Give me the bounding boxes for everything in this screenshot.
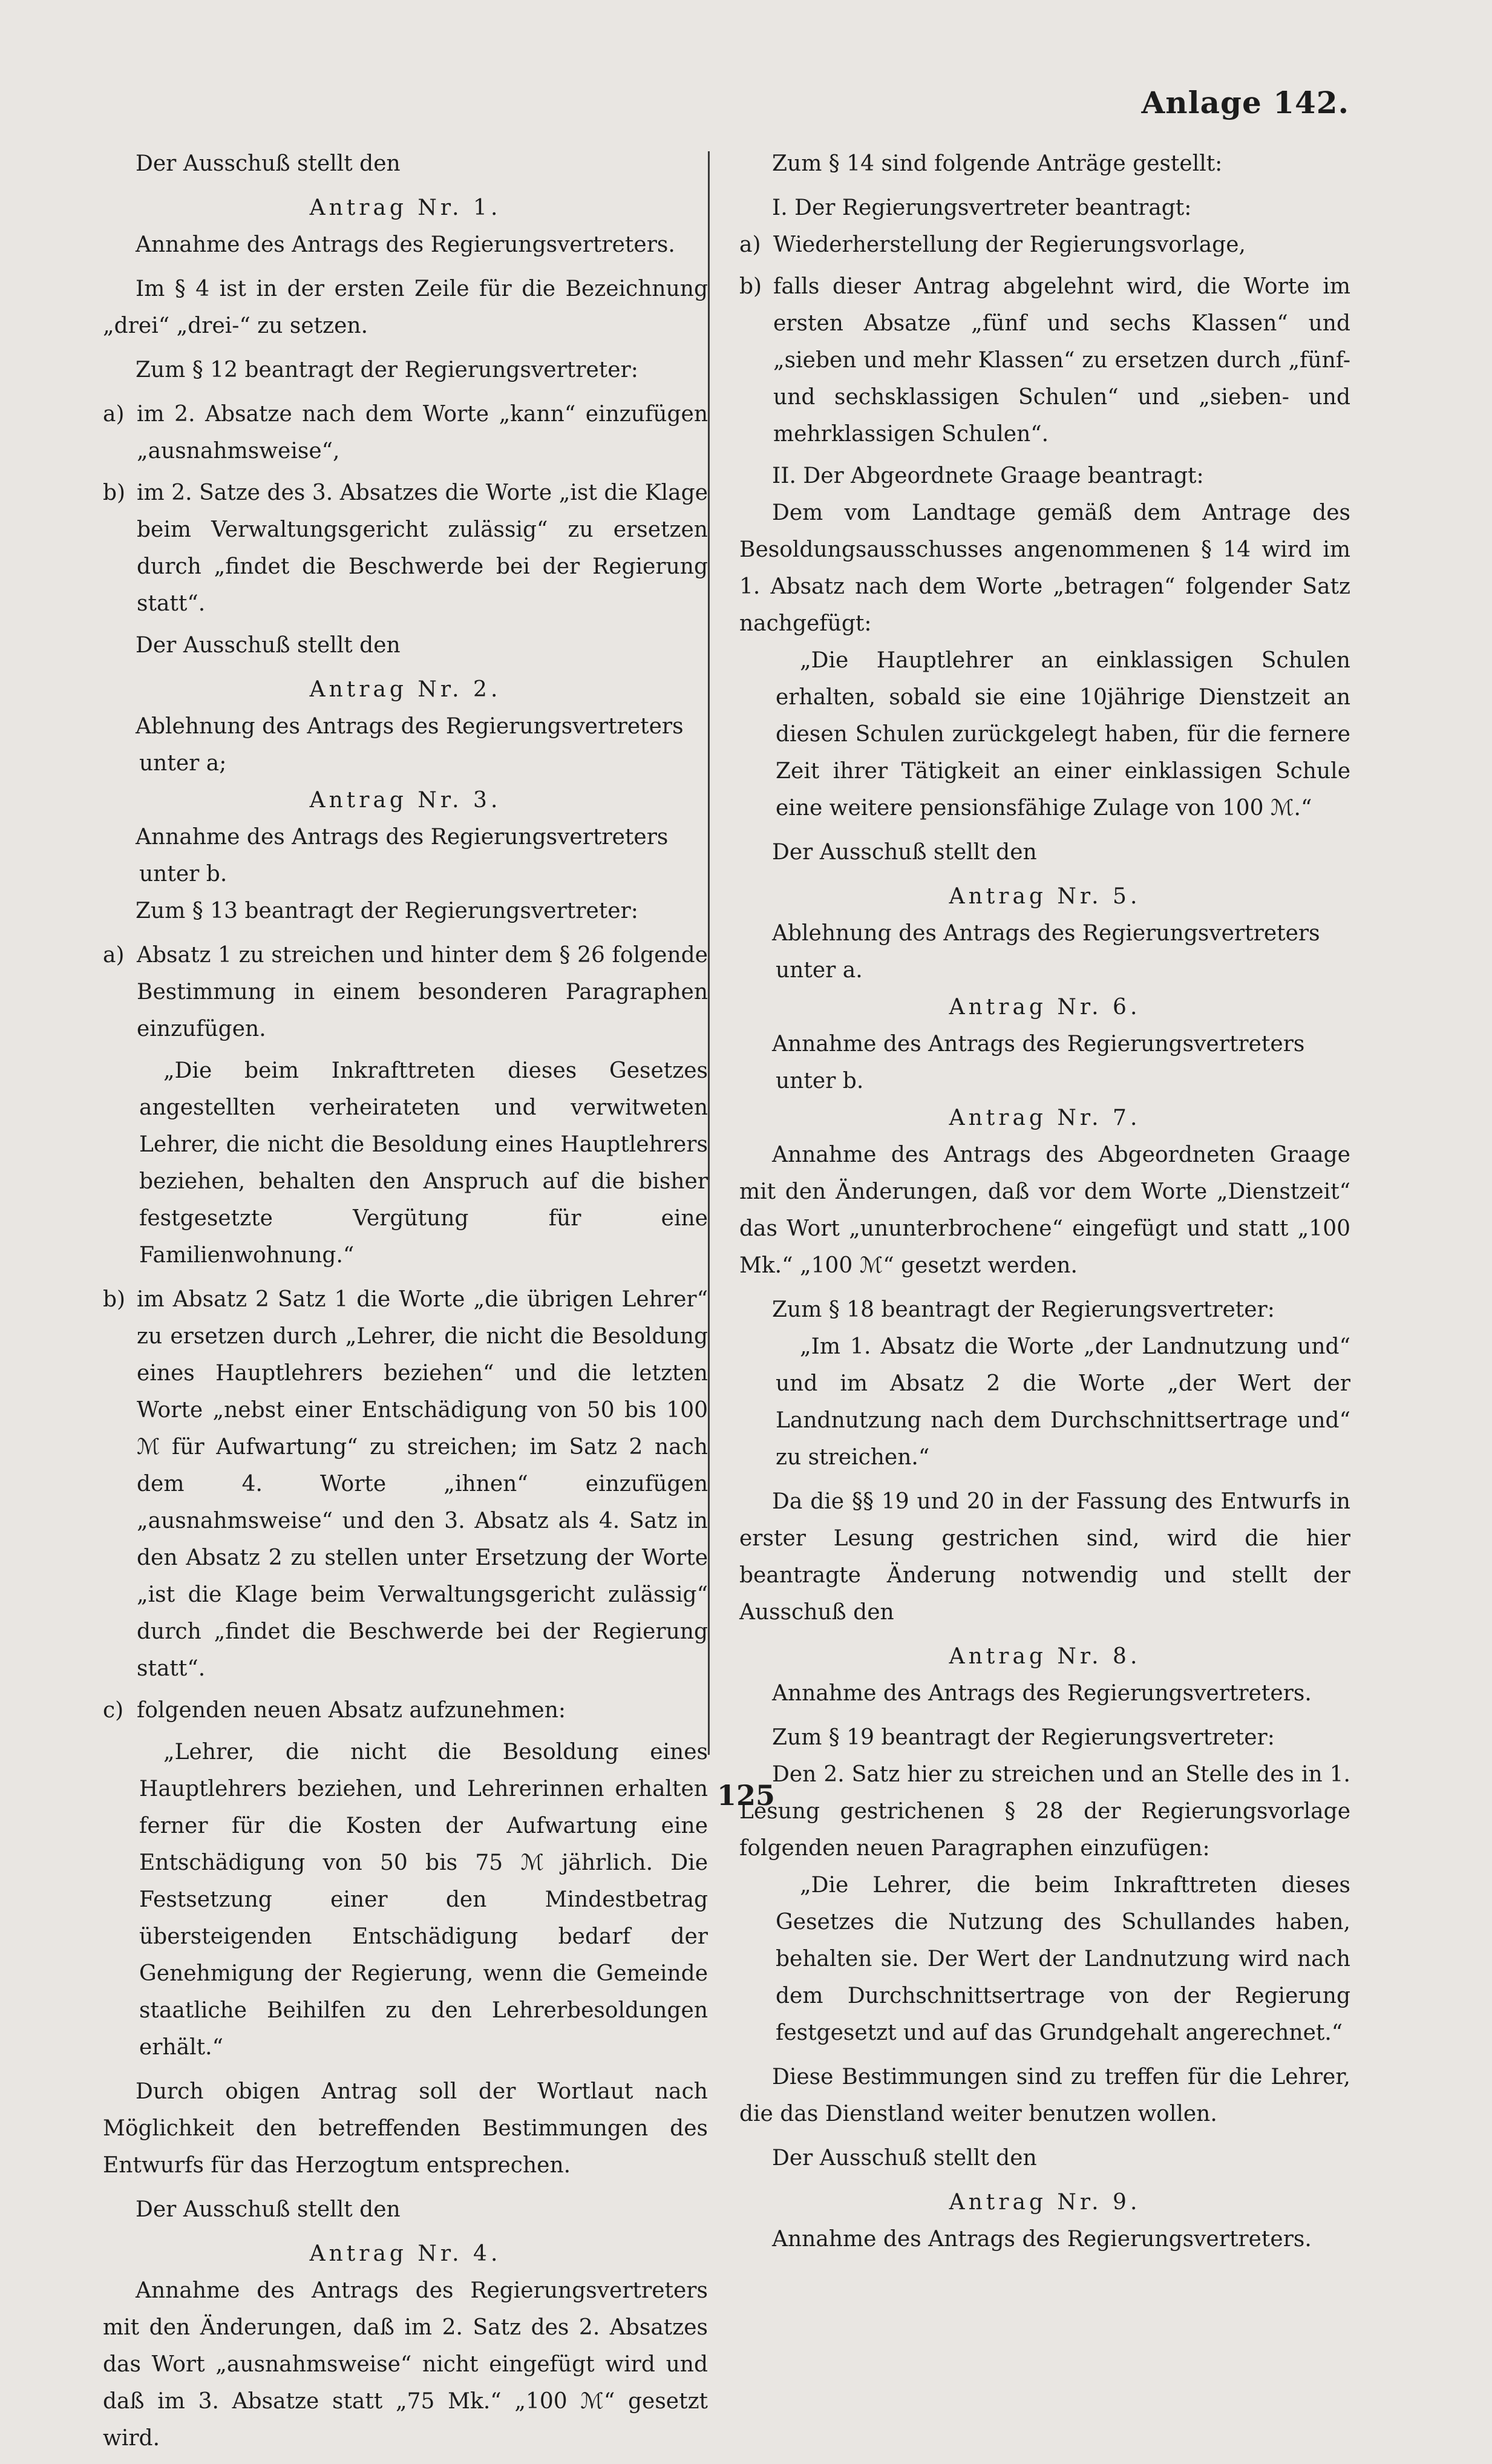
list-item — [739, 226, 1350, 263]
paragraph: Im § 4 ist in der ersten Zeile für die Bezeichnung „drei“ „drei-“ zu setzen. — [103, 277, 708, 338]
antrag-sub: unter a. — [776, 958, 863, 983]
list-item — [103, 396, 708, 470]
quote: „Die Hauptlehrer an einklassigen Schulen erhalten, sobald sie eine 10jährige Dienstzeit an diesen Schulen zurückgelegt haben, für die fernere Zeit ihrer Tätigkeit an einer einklassigen Schule eine weitere pensionsfähige Zulage von 100 ℳ.“ — [776, 648, 1350, 821]
list-text: im Absatz 2 Satz 1 die Worte „die übrigen Lehrer“ zu ersetzen durch „Lehrer, die nicht die Besoldung eines Hauptlehrers beziehen“ und die letzten Worte „nebst einer Entschädigung von 50 bis 100 ℳ für Aufwartung“ zu streichen; im Satz 2 nach dem 4. Worte „ihnen“ einzufügen „ausnahmsweise“ und den 3. Absatz als 4. Satz in den Absatz 2 zu stellen unter Ersetzung der Worte „ist die Klage beim Verwaltungsgericht zulässig“ durch „findet die Beschwerde bei der Regierung statt“. — [137, 1287, 708, 1681]
antrag-text: Ablehnung des Antrags des Regierungsvertreters — [772, 921, 1320, 946]
list-label: a) — [739, 232, 761, 257]
list-text: folgenden neuen Absatz aufzunehmen: — [137, 1698, 566, 1723]
paragraph: Diese Bestimmungen sind zu treffen für die Lehrer, die das Dienstland weiter benutzen wollen. — [739, 2065, 1350, 2126]
list-label: a) — [103, 943, 125, 968]
antrag-title: Antrag Nr. 8. — [949, 1644, 1141, 1669]
paragraph: Da die §§ 19 und 20 in der Fassung des Entwurfs in erster Lesung gestrichen sind, wird die hier beantragte Änderung notwendig und stellt der Ausschuß den — [739, 1489, 1350, 1625]
paragraph: II. Der Abgeordnete Graage beantragt: — [772, 464, 1204, 488]
list-text: Absatz 1 zu streichen und hinter dem § 26 folgende Bestimmung in einem besonderen Paragraphen einzufügen. — [137, 943, 708, 1041]
paragraph: Der Ausschuß stellt den — [772, 840, 1037, 865]
antrag-sub: unter b. — [139, 862, 227, 886]
paragraph: Zum § 19 beantragt der Regierungsvertreter: — [772, 1725, 1275, 1750]
antrag-text: Annahme des Antrags des Regierungsvertreters — [772, 1032, 1305, 1057]
antrag-text: Annahme des Antrags des Regierungsvertreters. — [136, 232, 675, 257]
list-label: b) — [103, 480, 126, 505]
right-column — [739, 145, 1350, 2265]
column-divider — [708, 151, 710, 1755]
antrag-title: Antrag Nr. 3. — [309, 788, 502, 813]
antrag-title: Antrag Nr. 7. — [949, 1106, 1141, 1130]
antrag-title: Antrag Nr. 4. — [309, 2241, 502, 2266]
paragraph: Zum § 12 beantragt der Regierungsvertreter: — [136, 358, 638, 382]
paragraph: Durch obigen Antrag soll der Wortlaut nach Möglichkeit den betreffenden Bestimmungen des Entwurfs für das Herzogtum entsprechen. — [103, 2079, 708, 2178]
list-text: Wiederherstellung der Regierungsvorlage, — [773, 232, 1246, 257]
paragraph: Zum § 14 sind folgende Anträge gestellt: — [772, 151, 1223, 176]
antrag-text: Annahme des Antrags des Regierungsvertreters. — [772, 2227, 1312, 2252]
paragraph: Der Ausschuß stellt den — [136, 633, 401, 658]
left-column — [103, 145, 708, 2464]
antrag-title: Antrag Nr. 6. — [949, 995, 1141, 1020]
quote: „Die beim Inkrafttreten dieses Gesetzes angestellten verheirateten und verwitweten Lehrer, die nicht die Besoldung eines Hauptlehrers beziehen, behalten den Anspruch auf die bisher festgesetzte Vergütung für eine Familienwohnung.“ — [139, 1058, 708, 1268]
list-label: c) — [103, 1698, 124, 1723]
list-item — [103, 1692, 708, 1729]
paragraph: Dem vom Landtage gemäß dem Antrage des Besoldungsausschusses angenommenen § 14 wird im 1. Absatz nach dem Worte „betragen“ folgender Satz nachgefügt: — [739, 500, 1350, 636]
antrag-text: Annahme des Antrags des Regierungsvertreters mit den Änderungen, daß im 2. Satz des 2. Absatzes das Wort „ausnahmsweise“ nicht eingefügt wird und daß im 3. Absatze statt „75 Mk.“ „100 ℳ“ gesetzt wird. — [103, 2278, 708, 2451]
paragraph: Der Ausschuß stellt den — [136, 2197, 401, 2222]
paragraph: Den 2. Satz hier zu streichen und an Stelle des in 1. Lesung gestrichenen § 28 der Regierungsvorlage folgenden neuen Paragraphen einzufügen: — [739, 1762, 1350, 1861]
list-item — [103, 474, 708, 622]
list-item — [103, 1281, 708, 1687]
paragraph: Zum § 13 beantragt der Regierungsvertreter: — [136, 899, 638, 923]
quote: „Die Lehrer, die beim Inkrafttreten dieses Gesetzes die Nutzung des Schullandes haben, behalten sie. Der Wert der Landnutzung wird nach dem Durchschnittsertrage von der Regierung festgesetzt und auf das Grundgehalt angerechnet.“ — [776, 1873, 1350, 2045]
paragraph: Der Ausschuß stellt den — [136, 151, 401, 176]
page-number: 125 — [716, 1779, 776, 1812]
antrag-text: Annahme des Antrags des Regierungsvertreters. — [772, 1681, 1312, 1706]
paragraph: Der Ausschuß stellt den — [772, 2146, 1037, 2171]
quote: „Lehrer, die nicht die Besoldung eines Hauptlehrers beziehen, und Lehrerinnen erhalten ferner für die Kosten der Aufwartung eine Entschädigung von 50 bis 75 ℳ jährlich. Die Festsetzung einer den Mindestbetrag übersteigenden Entschädigung bedarf der Genehmigung der Regierung, wenn die Gemeinde staatliche Beihilfen zu den Lehrerbesoldungen erhält.“ — [139, 1740, 708, 2060]
list-item — [103, 937, 708, 1047]
list-label: a) — [103, 402, 125, 427]
list-label: b) — [739, 274, 762, 299]
antrag-title: Antrag Nr. 9. — [949, 2190, 1141, 2215]
quote: „Im 1. Absatz die Worte „der Landnutzung und“ und im Absatz 2 die Worte „der Wert der Landnutzung nach dem Durchschnittsertrage und“ zu streichen.“ — [776, 1334, 1350, 1470]
list-item — [739, 268, 1350, 453]
antrag-sub: unter a; — [139, 751, 227, 776]
paragraph: Zum § 18 beantragt der Regierungsvertreter: — [772, 1297, 1275, 1322]
antrag-title: Antrag Nr. 5. — [949, 884, 1141, 909]
paragraph: I. Der Regierungsvertreter beantragt: — [772, 195, 1192, 220]
list-text: im 2. Absatze nach dem Worte „kann“ einzufügen „ausnahmsweise“, — [137, 402, 708, 464]
antrag-title: Antrag Nr. 1. — [309, 195, 502, 220]
antrag-text: Ablehnung des Antrags des Regierungsvertreters — [136, 714, 684, 739]
antrag-text: Annahme des Antrags des Regierungsvertreters — [136, 825, 669, 850]
list-text: falls dieser Antrag abgelehnt wird, die Worte im ersten Absatze „fünf und sechs Klassen“ und „sieben und mehr Klassen“ zu ersetzen durch „fünf- und sechsklassigen Schulen“ und „sieben- und mehrklassigen Schulen“. — [773, 274, 1350, 447]
antrag-sub: unter b. — [776, 1069, 864, 1093]
list-text: im 2. Satze des 3. Absatzes die Worte „ist die Klage beim Verwaltungsgericht zulässig“ zu ersetzen durch „findet die Beschwerde bei der Regierung statt“. — [137, 480, 708, 616]
list-label: b) — [103, 1287, 126, 1312]
antrag-title: Antrag Nr. 2. — [309, 677, 502, 702]
page-header: Anlage 142. — [1141, 85, 1349, 120]
antrag-text: Annahme des Antrags des Abgeordneten Graage mit den Änderungen, daß vor dem Worte „Dienstzeit“ das Wort „ununterbrochene“ eingefügt und statt „100 Mk.“ „100 ℳ“ gesetzt werden. — [739, 1142, 1350, 1278]
